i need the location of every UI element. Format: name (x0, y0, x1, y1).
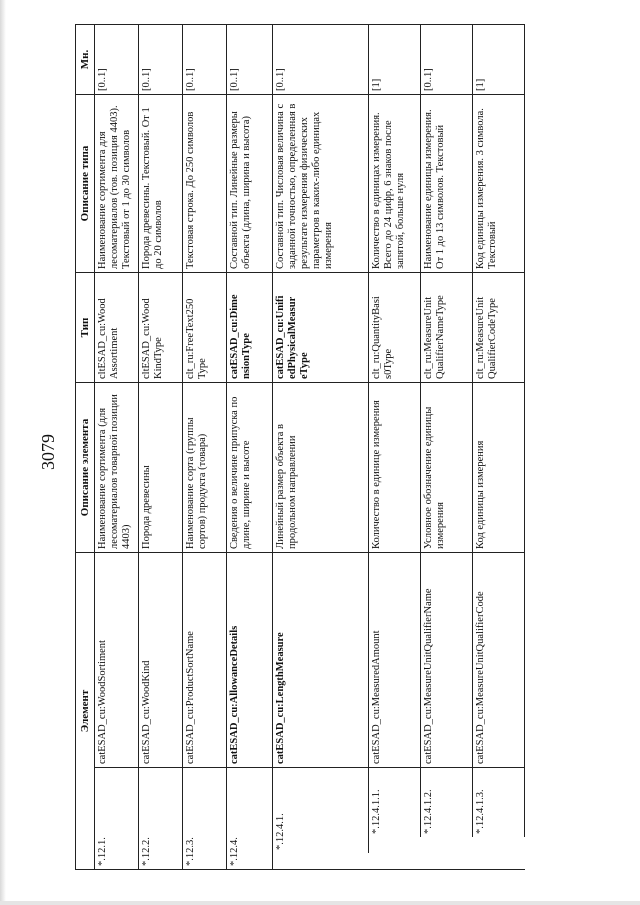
row-mn: [0..1] (421, 25, 473, 95)
row-element-desc: Порода древесины (139, 383, 183, 553)
row-element-name: catESAD_cu:AllowanceDetails (227, 553, 273, 768)
row-type: catESAD_cu:Dime nsionType (227, 273, 273, 383)
header-type: Тип (76, 273, 95, 383)
scan-left-edge (0, 0, 6, 905)
row-type: catESAD_cu:Unifi edPhysicalMeasur eType (273, 273, 369, 383)
row-number: *.12.4.1. (273, 768, 369, 854)
row-element-desc: Сведения о величине припуска по длине, ширине и высоте (227, 383, 273, 553)
indent-cell (273, 854, 369, 870)
indent-cell (473, 854, 525, 870)
header-element-desc: Описание элемента (76, 383, 95, 553)
row-number: *.12.2. (139, 768, 183, 870)
row-mn: [0..1] (183, 25, 227, 95)
row-element-name: catESAD_cu:MeasureUnitQualifierName (421, 553, 473, 768)
spec-table (75, 24, 525, 870)
table-row (473, 25, 525, 870)
row-element-desc: Наименование сорта (группы сортов) продукта (товара) (183, 383, 227, 553)
indent-cell (473, 838, 525, 854)
row-element-name: catESAD_cu:MeasureUnitQualifierCode (473, 553, 525, 768)
row-type: clt_ru:FreeText250 Type (183, 273, 227, 383)
row-type-desc: Наименование сортимента для лесоматериалов (тов. позиция 4403). Текстовый от 1 до 30 символов (95, 95, 139, 273)
row-mn: [0..1] (95, 25, 139, 95)
row-type: cltESAD_cu:Wood KindType (139, 273, 183, 383)
row-number: *.12.4.1.3. (473, 768, 525, 838)
table-row (273, 25, 369, 870)
row-type-desc: Код единицы измерения. 3 символа. Текстовый (473, 95, 525, 273)
row-type: clt_ru:MeasureUnit QualifierCodeType (473, 273, 525, 383)
row-type: cltESAD_cu:Wood Assortiment (95, 273, 139, 383)
row-number: *.12.4. (227, 768, 273, 870)
row-type-desc: Порода древесины. Текстовый. От 1 до 20 символов (139, 95, 183, 273)
row-element-name: catESAD_cu:MeasuredAmount (369, 553, 421, 768)
spec-table-rotated (75, 25, 625, 870)
row-type-desc: Количество в единицах измерения. Всего до 24 цифр, 6 знаков после запятой, больше нуля (369, 95, 421, 273)
table-header-row (76, 25, 95, 870)
row-element-desc: Наименование сортимента (для лесоматериалов товарной позиции 4403) (95, 383, 139, 553)
table-row (183, 25, 227, 870)
table-row (139, 25, 183, 870)
scan-bottom-edge (0, 901, 640, 905)
table-row (369, 25, 421, 870)
row-type-desc: Составной тип. Числовая величина с заданной точностью, определенная в результате измерения физических параметров в каких-либо единицах измерения (273, 95, 369, 273)
table-row (227, 25, 273, 870)
row-type-desc: Текстовая строка. До 250 символов (183, 95, 227, 273)
row-element-desc: Количество в единице измерения (369, 383, 421, 553)
page-number: 3079 (38, 434, 58, 470)
row-number: *.12.4.1.2. (421, 768, 473, 838)
row-element-name: catESAD_cu:ProductSortName (183, 553, 227, 768)
row-type-desc: Составной тип. Линейные размеры объекта (длина, ширина и высота) (227, 95, 273, 273)
table-row (95, 25, 139, 870)
row-element-desc: Код единицы измерения (473, 383, 525, 553)
row-mn: [1] (473, 25, 525, 95)
header-element: Элемент (76, 553, 95, 870)
row-number: *.12.1. (95, 768, 139, 870)
row-type-desc: Наименование единицы измерения. От 1 до 13 символов. Текстовый (421, 95, 473, 273)
header-type-desc: Описание типа (76, 95, 95, 273)
row-mn: [0..1] (273, 25, 369, 95)
row-mn: [0..1] (227, 25, 273, 95)
row-element-name: catESAD_cu:WoodSortiment (95, 553, 139, 768)
row-type: clt_ru:QuantityBasi s0Type (369, 273, 421, 383)
row-element-name: catESAD_cu:WoodKind (139, 553, 183, 768)
row-element-desc: Линейный размер объекта в продольном направлении (273, 383, 369, 553)
indent-cell (421, 854, 473, 870)
row-number: *.12.3. (183, 768, 227, 870)
indent-cell (369, 854, 421, 870)
header-mn: Мн. (76, 25, 95, 95)
indent-cell (369, 838, 421, 854)
indent-cell (421, 838, 473, 854)
row-type: clt_ru:MeasureUnit QualifierNameType (421, 273, 473, 383)
row-mn: [0..1] (139, 25, 183, 95)
row-element-desc: Условное обозначение единицы измерения (421, 383, 473, 553)
row-number: *.12.4.1.1. (369, 768, 421, 838)
row-element-name: catESAD_cu:LengthMeasure (273, 553, 369, 768)
row-mn: [1] (369, 25, 421, 95)
table-row (421, 25, 473, 870)
